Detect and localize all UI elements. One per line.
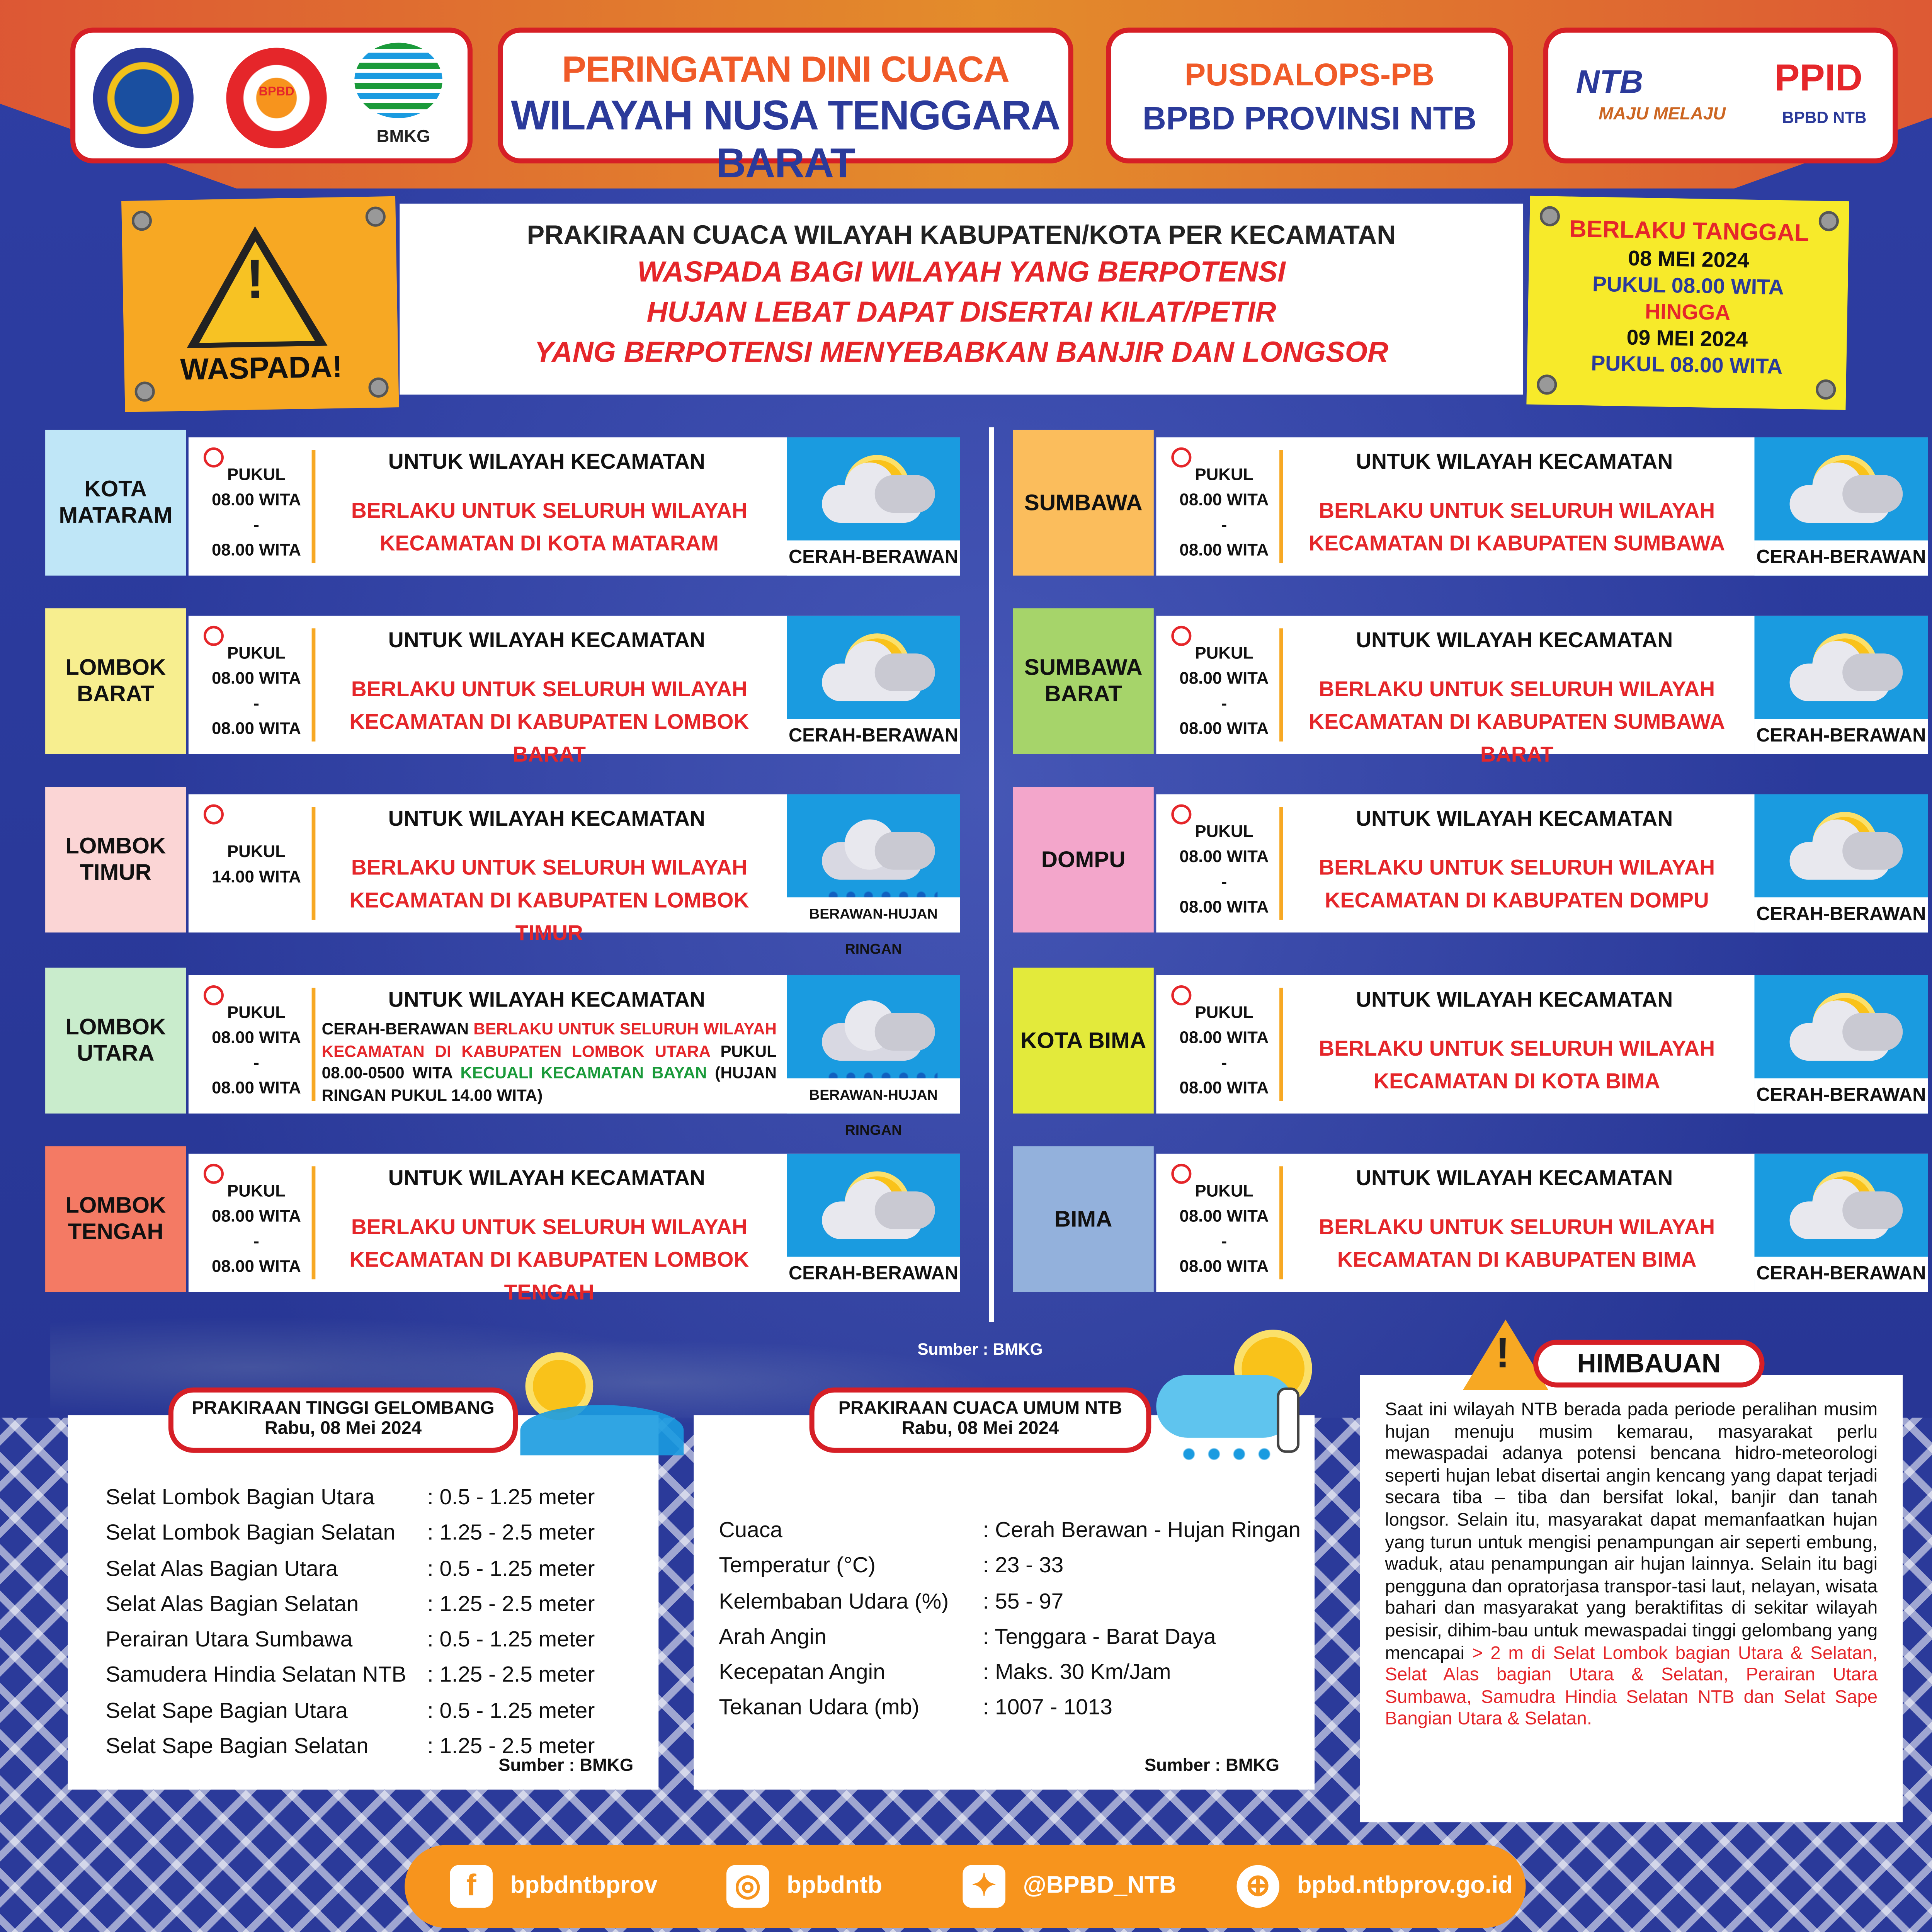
clock-icon xyxy=(204,804,224,825)
time-line: 08.00 WITA xyxy=(1179,1257,1269,1276)
region-row xyxy=(45,1146,960,1305)
sun-cloud-icon xyxy=(787,616,960,754)
general-date: Rabu, 08 Mei 2024 xyxy=(901,1419,1059,1439)
cloud-shape xyxy=(875,1013,935,1051)
time-line: - xyxy=(1221,515,1227,534)
region-card xyxy=(1156,975,1928,1114)
grid-source: Sumber : BMKG xyxy=(917,1340,1043,1359)
himbauan-title: HIMBAUAN xyxy=(1533,1340,1764,1388)
cloud-shape xyxy=(1842,1191,1903,1229)
validity-time xyxy=(206,641,306,742)
row-label: Tekanan Udara (mb) xyxy=(719,1694,920,1720)
region-row xyxy=(45,787,960,958)
time-line: 08.00 WITA xyxy=(1179,540,1269,560)
row-value: : Tenggara - Barat Daya xyxy=(983,1623,1216,1649)
separator xyxy=(1279,1166,1283,1279)
general-title: PRAKIRAAN CUACA UMUM NTB xyxy=(838,1399,1122,1419)
time-line: 08.00 WITA xyxy=(211,1257,301,1276)
card-header: UNTUK WILAYAH KECAMATAN xyxy=(1356,450,1673,474)
ntb-logo-text: NTB xyxy=(1576,63,1643,101)
time-line: 08.00 WITA xyxy=(1179,1206,1269,1226)
validity-date-end: 09 MEI 2024 xyxy=(1626,325,1748,352)
row-value: : 0.5 - 1.25 meter xyxy=(427,1555,595,1581)
table-row xyxy=(105,1516,595,1549)
region-description: BERLAKU UNTUK SELURUH WILAYAH KECAMATAN DI KABUPATEN BIMA xyxy=(1319,1215,1715,1272)
region-row xyxy=(1013,608,1928,767)
separator xyxy=(312,1166,316,1279)
card-header: UNTUK WILAYAH KECAMATAN xyxy=(1356,1166,1673,1190)
cloud-shape xyxy=(1842,653,1903,691)
table-row xyxy=(719,1655,1301,1689)
time-line: PUKUL xyxy=(227,643,286,663)
card-header: UNTUK WILAYAH KECAMATAN xyxy=(388,988,705,1012)
wave-sun-icon xyxy=(520,1355,684,1468)
row-label: Kelembaban Udara (%) xyxy=(719,1588,949,1613)
row-value: : 55 - 97 xyxy=(983,1588,1064,1613)
general-source: Sumber : BMKG xyxy=(1144,1754,1280,1775)
himbauan-body: Saat ini wilayah NTB berada pada periode peralihan musim hujan menuju musim kemarau, masyarakat perlu mewaspadai adanya potensi bencana hidro-meteorologi seperti hujan lebat disertai angin kencang yang dapat terjadi secara tiba – tiba dan bersifat lokal, banjir dan tanah longsor. Selain itu, masyarakat dapat memanfaatkan hujan yang turun untuk mengisi penampungan air seperti embung, waduk, atau penampungan air hujan lainnya. Selain itu bagi pengguna dan opratorjasa transpor-tasi laut, nelayan, wisata bahari dan masyarakat yang beraktifitas di sekitar wilayah pesisir, dihim-bau untuk mewaspadai tinggi gelombang yang mencapai xyxy=(1385,1400,1878,1663)
region-description: BERLAKU UNTUK SELURUH WILAYAH KECAMATAN DI KOTA BIMA xyxy=(1319,1037,1715,1094)
twitter-handle: @BPBD_NTB xyxy=(1023,1872,1177,1899)
region-card xyxy=(189,437,960,576)
alert-line1: WASPADA BAGI WILAYAH YANG BERPOTENSI xyxy=(637,255,1286,288)
validity-time xyxy=(1174,463,1274,563)
cloud-shape xyxy=(875,653,935,691)
time-line: PUKUL xyxy=(227,1003,286,1022)
desc-part-note: (HUJAN RINGAN PUKUL 14.00 WITA) xyxy=(321,1063,777,1104)
table-row xyxy=(719,1620,1301,1653)
region-card xyxy=(189,975,960,1139)
ppid-logo-subtext: BPBD NTB xyxy=(1782,108,1867,127)
region-row xyxy=(1013,968,1928,1113)
row-label: Selat Sape Bagian Utara xyxy=(105,1697,348,1723)
time-line: - xyxy=(253,1231,259,1251)
card-header: UNTUK WILAYAH KECAMATAN xyxy=(1356,988,1673,1012)
wave-title-box xyxy=(168,1388,518,1453)
row-value: : 0.5 - 1.25 meter xyxy=(427,1697,595,1723)
globe-icon: ⊕ xyxy=(1236,1865,1279,1908)
time-line: 08.00 WITA xyxy=(211,1028,301,1047)
cloud-shape xyxy=(875,832,935,870)
cloud-shape xyxy=(1842,475,1903,513)
time-line: - xyxy=(253,1053,259,1072)
alert-line2: HUJAN LEBAT DAPAT DISERTAI KILAT/PETIR xyxy=(646,295,1276,328)
website-link[interactable] xyxy=(1236,1864,1512,1909)
time-line: 08.00 WITA xyxy=(211,1078,301,1097)
region-row xyxy=(45,968,960,1139)
instagram-icon: ◎ xyxy=(726,1865,769,1908)
time-line: 08.00 WITA xyxy=(211,719,301,738)
region-description: BERLAKU UNTUK SELURUH WILAYAH KECAMATAN DI KABUPATEN SUMBAWA BARAT xyxy=(1309,677,1725,767)
time-line: - xyxy=(1221,872,1227,891)
weather-thermometer-icon xyxy=(1151,1337,1327,1476)
separator xyxy=(1279,807,1283,920)
title-line1: PERINGATAN DINI CUACA xyxy=(562,50,1009,91)
row-value: : 1.25 - 2.5 meter xyxy=(427,1520,595,1545)
region-name: SUMBAWA BARAT xyxy=(1013,608,1154,754)
table-row xyxy=(719,1513,1301,1546)
region-card xyxy=(189,1154,960,1305)
logo-panel xyxy=(70,28,473,163)
ntb-logo-subtext: MAJU MELAJU xyxy=(1599,103,1726,123)
sun-cloud-icon xyxy=(1754,1154,1928,1292)
screw-icon xyxy=(134,381,155,402)
alert-banner xyxy=(400,204,1523,395)
separator xyxy=(312,450,316,563)
himbauan-text xyxy=(1385,1400,1878,1731)
row-label: Cuaca xyxy=(719,1517,782,1542)
rain-cloud-icon xyxy=(787,794,960,958)
row-label: Selat Lombok Bagian Selatan xyxy=(105,1520,396,1545)
time-line: 08.00 WITA xyxy=(211,668,301,688)
row-value: : 23 - 33 xyxy=(983,1552,1064,1578)
region-card xyxy=(189,616,960,767)
desc-part-time: PUKUL 08.00-0500 WITA xyxy=(321,1041,777,1082)
sun-cloud-icon xyxy=(1754,616,1928,754)
wave-title: PRAKIRAAN TINGGI GELOMBANG xyxy=(192,1399,495,1419)
card-header: UNTUK WILAYAH KECAMATAN xyxy=(388,1166,705,1190)
table-row xyxy=(105,1552,595,1585)
weather-label: CERAH-BERAWAN xyxy=(787,541,960,576)
row-value: : 0.5 - 1.25 meter xyxy=(427,1626,595,1652)
instagram-link[interactable] xyxy=(726,1864,882,1909)
validity-time xyxy=(206,463,306,563)
cloud-shape xyxy=(875,475,935,513)
region-card xyxy=(1156,1154,1928,1292)
screw-icon xyxy=(365,206,386,227)
sun-cloud-icon xyxy=(1754,975,1928,1114)
validity-time xyxy=(206,1179,306,1279)
desc-part-coverage: BERLAKU UNTUK SELURUH WILAYAH KECAMATAN DI KABUPATEN LOMBOK UTARA xyxy=(321,1019,777,1060)
title-panel xyxy=(498,28,1073,186)
table-row xyxy=(105,1587,595,1621)
time-line: - xyxy=(1221,1231,1227,1251)
weather-label: BERAWAN-HUJAN RINGAN xyxy=(787,897,960,932)
wave-table xyxy=(103,1478,597,1765)
region-description: BERLAKU UNTUK SELURUH WILAYAH KECAMATAN DI KABUPATEN DOMPU xyxy=(1319,855,1715,913)
row-label: Selat Alas Bagian Utara xyxy=(105,1555,338,1581)
sun-cloud-icon xyxy=(1754,794,1928,933)
time-line: 08.00 WITA xyxy=(1179,1078,1269,1097)
region-row xyxy=(45,608,960,767)
twitter-icon: ✦ xyxy=(963,1865,1005,1908)
facebook-icon: f xyxy=(450,1865,493,1908)
time-line: - xyxy=(253,515,259,534)
screw-icon xyxy=(368,377,389,398)
time-line: 08.00 WITA xyxy=(211,490,301,509)
row-value: : 1.25 - 2.5 meter xyxy=(427,1591,595,1616)
region-description: BERLAKU UNTUK SELURUH WILAYAH KECAMATAN DI KABUPATEN LOMBOK TENGAH xyxy=(349,1215,749,1305)
card-header: UNTUK WILAYAH KECAMATAN xyxy=(388,450,705,474)
time-line: 08.00 WITA xyxy=(1179,1028,1269,1047)
time-line: 08.00 WITA xyxy=(211,540,301,560)
time-line: 08.00 WITA xyxy=(1179,847,1269,866)
region-card xyxy=(1156,437,1928,576)
region-card xyxy=(1156,616,1928,767)
screw-icon xyxy=(1816,379,1836,400)
validity-time xyxy=(1174,820,1274,920)
table-row xyxy=(105,1623,595,1656)
time-line: 08.00 WITA xyxy=(1179,897,1269,917)
validity-time xyxy=(206,1000,306,1101)
validity-time xyxy=(1174,1000,1274,1101)
rain-cloud-icon xyxy=(787,975,960,1139)
region-row xyxy=(1013,430,1928,575)
region-description: BERLAKU UNTUK SELURUH WILAYAH KECAMATAN DI KOTA MATARAM xyxy=(351,499,747,556)
twitter-link[interactable] xyxy=(963,1864,1176,1909)
bmkg-logo xyxy=(354,43,442,118)
validity-time-start: PUKUL 08.00 WITA xyxy=(1592,272,1784,300)
exclamation-icon: ! xyxy=(245,248,265,311)
separator xyxy=(312,807,316,920)
desc-part-exception: KECUALI KECAMATAN BAYAN xyxy=(460,1063,707,1082)
facebook-link[interactable] xyxy=(450,1864,657,1909)
screw-icon xyxy=(1537,374,1557,395)
region-name: SUMBAWA xyxy=(1013,430,1154,575)
time-line: 14.00 WITA xyxy=(211,867,301,886)
row-value: : 1.25 - 2.5 meter xyxy=(427,1733,595,1759)
time-line: PUKUL xyxy=(1195,822,1253,841)
region-card xyxy=(189,794,960,958)
instagram-handle: bpbdntb xyxy=(787,1872,883,1899)
cloud-shape xyxy=(1842,832,1903,870)
row-value: : 0.5 - 1.25 meter xyxy=(427,1484,595,1510)
title-line2: WILAYAH NUSA TENGGARA BARAT xyxy=(511,92,1060,186)
column-divider xyxy=(989,427,994,1322)
ppid-logo-text: PPID xyxy=(1774,58,1863,99)
row-value: : Maks. 30 Km/Jam xyxy=(983,1659,1171,1684)
wave-forecast-panel xyxy=(68,1415,659,1789)
pusdalops-line2: BPBD PROVINSI NTB xyxy=(1142,99,1477,137)
sun-cloud-icon xyxy=(787,437,960,576)
time-line: PUKUL xyxy=(1195,465,1253,484)
weather-label: CERAH-BERAWAN xyxy=(1754,897,1928,932)
himbauan-exclamation-icon: ! xyxy=(1495,1330,1510,1378)
alert-heading: PRAKIRAAN CUACA WILAYAH KABUPATEN/KOTA PER KECAMATAN xyxy=(527,221,1396,250)
himbauan-panel xyxy=(1360,1375,1903,1822)
region-card xyxy=(1156,794,1928,933)
row-value: : 1.25 - 2.5 meter xyxy=(427,1662,595,1687)
card-header: UNTUK WILAYAH KECAMATAN xyxy=(1356,628,1673,653)
region-name: LOMBOK UTARA xyxy=(45,968,186,1113)
time-line: PUKUL xyxy=(227,465,286,484)
ntb-province-logo xyxy=(93,48,194,148)
separator xyxy=(312,988,316,1101)
validity-title: BERLAKU TANGGAL xyxy=(1569,216,1809,247)
region-description: BERLAKU UNTUK SELURUH WILAYAH KECAMATAN DI KABUPATEN LOMBOK TIMUR xyxy=(349,855,749,945)
weather-label: CERAH-BERAWAN xyxy=(1754,719,1928,754)
region-row xyxy=(1013,787,1928,932)
card-header: UNTUK WILAYAH KECAMATAN xyxy=(388,807,705,831)
region-name: KOTA MATARAM xyxy=(45,430,186,575)
validity-time xyxy=(1174,641,1274,742)
region-name: LOMBOK TIMUR xyxy=(45,787,186,932)
weather-label: CERAH-BERAWAN xyxy=(1754,1257,1928,1292)
row-label: Selat Lombok Bagian Utara xyxy=(105,1484,375,1510)
row-label: Selat Sape Bagian Selatan xyxy=(105,1733,369,1759)
wave-source: Sumber : BMKG xyxy=(498,1754,634,1775)
region-description xyxy=(322,1018,777,1106)
region-name: KOTA BIMA xyxy=(1013,968,1154,1113)
time-line: 08.00 WITA xyxy=(1179,668,1269,688)
time-line: - xyxy=(1221,694,1227,713)
row-label: Kecepatan Angin xyxy=(719,1659,885,1684)
row-label: Selat Alas Bagian Selatan xyxy=(105,1591,359,1616)
separator xyxy=(1279,628,1283,742)
sun-cloud-icon xyxy=(1754,437,1928,576)
desc-part-weather: CERAH-BERAWAN xyxy=(321,1019,469,1038)
bpbd-logo-text: BPBD xyxy=(259,85,294,99)
time-line: PUKUL xyxy=(227,1181,286,1201)
time-line: - xyxy=(1221,1053,1227,1072)
row-value: : Cerah Berawan - Hujan Ringan xyxy=(983,1517,1301,1542)
weather-label: CERAH-BERAWAN xyxy=(787,719,960,754)
warning-card xyxy=(121,196,399,412)
warning-label: WASPADA! xyxy=(180,350,343,388)
validity-time xyxy=(1174,1179,1274,1279)
himbauan-highlight: > 2 m di Selat Lombok bagian Utara & Selatan, Selat Alas bagian Utara & Selatan, Perairan Utara Sumbawa, Samudra Hindia Selatan NTB dan Selat Sape Bangian Utara & Selatan. xyxy=(1385,1643,1878,1730)
time-line: PUKUL xyxy=(227,842,286,861)
card-header: UNTUK WILAYAH KECAMATAN xyxy=(388,628,705,653)
separator xyxy=(312,628,316,742)
region-name: DOMPU xyxy=(1013,787,1154,932)
time-line: PUKUL xyxy=(1195,1003,1253,1022)
time-line: 08.00 WITA xyxy=(1179,719,1269,738)
row-label: Perairan Utara Sumbawa xyxy=(105,1626,353,1652)
table-row xyxy=(105,1480,595,1514)
time-line: 08.00 WITA xyxy=(1179,490,1269,509)
separator xyxy=(1279,450,1283,563)
validity-time xyxy=(206,840,306,890)
table-row xyxy=(719,1691,1301,1724)
row-label: Samudera Hindia Selatan NTB xyxy=(105,1662,406,1687)
time-line: PUKUL xyxy=(1195,643,1253,663)
screw-icon xyxy=(132,211,152,231)
facebook-handle: bpbdntbprov xyxy=(510,1872,658,1899)
validity-card xyxy=(1526,196,1849,410)
region-name: LOMBOK BARAT xyxy=(45,608,186,754)
weather-label: CERAH-BERAWAN xyxy=(787,1257,960,1292)
general-table xyxy=(716,1511,1303,1727)
row-value: : 1007 - 1013 xyxy=(983,1694,1112,1720)
website-url: bpbd.ntbprov.go.id xyxy=(1297,1872,1513,1899)
region-name: LOMBOK TENGAH xyxy=(45,1146,186,1292)
region-row xyxy=(45,430,960,575)
wave-date: Rabu, 08 Mei 2024 xyxy=(264,1419,422,1439)
row-label: Temperatur (°C) xyxy=(719,1552,876,1578)
sun-cloud-icon xyxy=(787,1154,960,1292)
table-row xyxy=(105,1694,595,1727)
ppid-panel xyxy=(1543,28,1898,163)
general-title-box xyxy=(810,1388,1151,1453)
weather-label: CERAH-BERAWAN xyxy=(1754,1078,1928,1114)
separator xyxy=(1279,988,1283,1101)
weather-label: BERAWAN-HUJAN RINGAN xyxy=(787,1078,960,1114)
alert-line3: YANG BERPOTENSI MENYEBABKAN BANJIR DAN LONGSOR xyxy=(534,335,1389,368)
bpbd-logo xyxy=(226,48,327,148)
region-description: BERLAKU UNTUK SELURUH WILAYAH KECAMATAN DI KABUPATEN LOMBOK BARAT xyxy=(349,677,749,767)
time-line: PUKUL xyxy=(1195,1181,1253,1201)
region-name: BIMA xyxy=(1013,1146,1154,1292)
region-row xyxy=(1013,1146,1928,1292)
cloud-shape xyxy=(1842,1013,1903,1051)
region-description: BERLAKU UNTUK SELURUH WILAYAH KECAMATAN DI KABUPATEN SUMBAWA xyxy=(1309,499,1725,556)
time-line: 08.00 WITA xyxy=(211,1206,301,1226)
table-row xyxy=(719,1584,1301,1617)
validity-time-end: PUKUL 08.00 WITA xyxy=(1590,351,1783,379)
row-label: Arah Angin xyxy=(719,1623,827,1649)
social-footer xyxy=(405,1845,1526,1928)
cloud-shape xyxy=(875,1191,935,1229)
time-line: - xyxy=(253,694,259,713)
validity-date-start: 08 MEI 2024 xyxy=(1628,247,1750,273)
pusdalops-panel xyxy=(1106,28,1513,163)
pusdalops-line1: PUSDALOPS-PB xyxy=(1185,58,1435,93)
validity-until: HINGGA xyxy=(1645,299,1731,325)
table-row xyxy=(105,1658,595,1692)
weather-label: CERAH-BERAWAN xyxy=(1754,541,1928,576)
card-header: UNTUK WILAYAH KECAMATAN xyxy=(1356,807,1673,831)
table-row xyxy=(719,1549,1301,1582)
bmkg-logo-text: BMKG xyxy=(376,126,430,146)
